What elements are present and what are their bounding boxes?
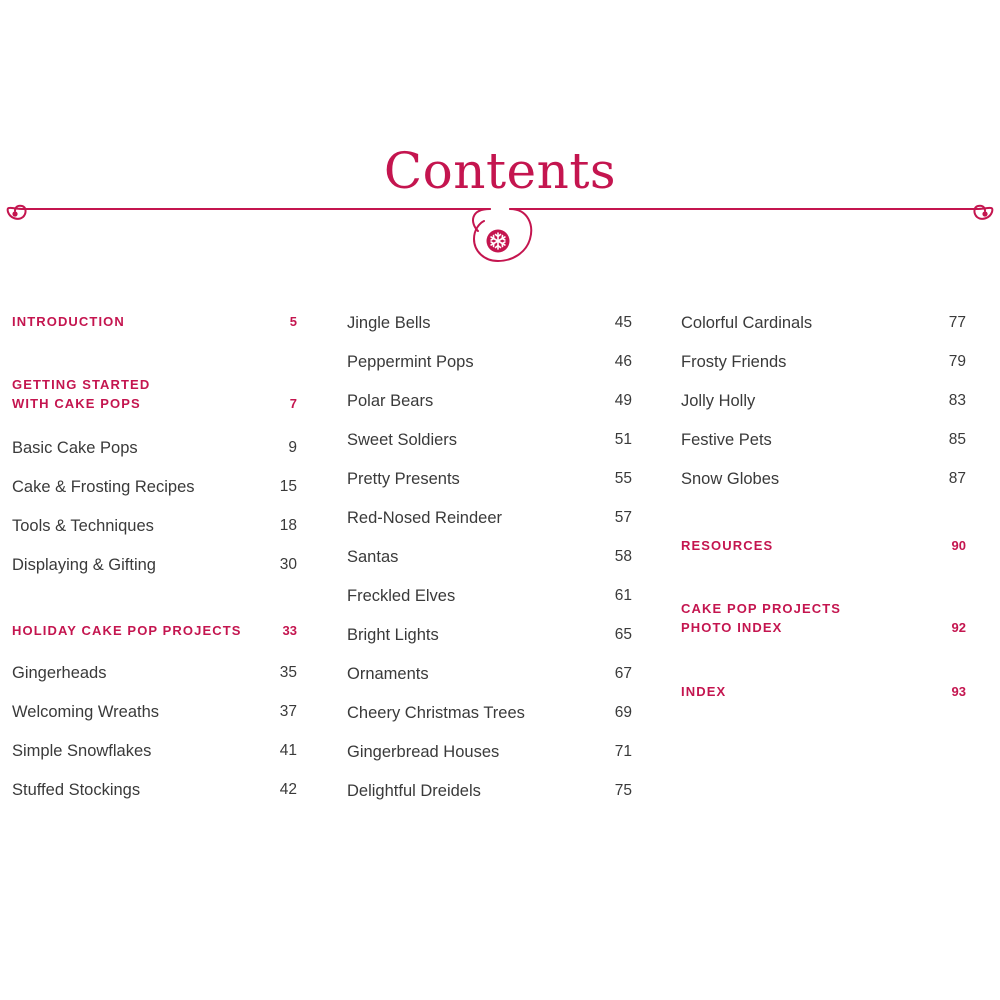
title-divider-ornament: [0, 195, 1000, 275]
toc-entry-title: [347, 390, 433, 412]
toc-entry: [681, 468, 966, 490]
toc-section-entry: [681, 599, 966, 637]
toc-entry-title-line: PHOTO INDEX: [681, 620, 783, 635]
toc-entry-title: [12, 312, 125, 331]
toc-entry-title-line: Red-Nosed Reindeer: [347, 509, 503, 527]
toc-entry-title-line: Gingerheads: [12, 664, 107, 682]
toc-entry: [347, 585, 632, 607]
toc-page-number: 85: [948, 431, 966, 448]
toc-entry: [681, 312, 966, 334]
toc-page-number: 83: [948, 392, 966, 409]
toc-entry: [681, 429, 966, 451]
toc-page-number: 55: [614, 470, 632, 487]
toc-entry-title-line: Freckled Elves: [347, 587, 456, 605]
toc-entry: [347, 624, 632, 646]
toc-entry-title-line: Simple Snowflakes: [12, 742, 152, 760]
toc-section-entry: [12, 375, 297, 413]
toc-entry-title-line: Festive Pets: [681, 431, 772, 449]
toc-entry-title-line: CAKE POP PROJECTS: [681, 601, 842, 616]
toc-entry-title-line: Sweet Soldiers: [347, 431, 458, 449]
toc-page-number: 37: [279, 703, 297, 720]
toc-entry-title: [681, 599, 841, 637]
toc-entry-title: [681, 390, 755, 412]
toc-entry-title-line: RESOURCES: [681, 538, 774, 553]
toc-entry-title: [681, 312, 812, 334]
toc-page-number: 67: [614, 665, 632, 682]
toc-entry-title: [347, 351, 474, 373]
toc-entry-title: [12, 515, 154, 537]
toc-entry-title-line: Cake & Frosting Recipes: [12, 478, 195, 496]
toc-entry: [12, 515, 297, 537]
toc-entry-title: [347, 507, 502, 529]
toc-entry: [12, 701, 297, 723]
toc-entry: [12, 662, 297, 684]
toc-page-number: 41: [279, 742, 297, 759]
toc-page-number: 77: [948, 314, 966, 331]
toc-section-entry: [681, 682, 966, 701]
toc-entry: [12, 779, 297, 801]
toc-entry-title: [12, 375, 150, 413]
toc-entry-title-line: Basic Cake Pops: [12, 439, 138, 457]
toc-page-number: 65: [614, 626, 632, 643]
toc-entry-title-line: GETTING STARTED: [12, 377, 151, 392]
toc-entry-title: [681, 351, 786, 373]
toc-entry-title: [12, 437, 138, 459]
toc-entry-title-line: Jolly Holly: [681, 392, 756, 410]
toc-entry: [12, 476, 297, 498]
toc-entry-title: [347, 429, 457, 451]
toc-entry-title: [347, 702, 525, 724]
toc-entry-title: [347, 312, 430, 334]
toc-entry-title: [347, 780, 481, 802]
toc-entry-title-line: Cheery Christmas Trees: [347, 704, 525, 722]
toc-entry-title-line: INDEX: [681, 684, 727, 699]
toc-page-number: 30: [279, 556, 297, 573]
toc-entry-title-line: Jingle Bells: [347, 314, 431, 332]
toc-page-number: 18: [279, 517, 297, 534]
toc-entry: [347, 429, 632, 451]
toc-entry: [681, 390, 966, 412]
toc-page-number: 5: [289, 314, 297, 329]
toc-section-entry: [12, 621, 297, 640]
toc-entry-title-line: Gingerbread Houses: [347, 743, 500, 761]
toc-entry: [347, 780, 632, 802]
toc-entry: [12, 437, 297, 459]
toc-entry: [347, 468, 632, 490]
toc-entry-title: [347, 741, 499, 763]
toc-entry-title: [12, 476, 195, 498]
toc-entry: [347, 702, 632, 724]
toc-entry-title-line: Colorful Cardinals: [681, 314, 813, 332]
toc-page-number: 51: [614, 431, 632, 448]
toc-entry-title-line: Welcoming Wreaths: [12, 703, 160, 721]
toc-page-number: 49: [614, 392, 632, 409]
toc-entry-title-line: INTRODUCTION: [12, 314, 125, 329]
toc-entry-title-line: HOLIDAY CAKE POP PROJECTS: [12, 623, 242, 638]
toc-page-number: 33: [282, 623, 297, 638]
toc-entry-title-line: Polar Bears: [347, 392, 434, 410]
toc-page-number: 46: [614, 353, 632, 370]
toc-entry-title: [347, 624, 439, 646]
toc-page-number: 69: [614, 704, 632, 721]
toc-page-number: 79: [948, 353, 966, 370]
toc-entry: [347, 546, 632, 568]
toc-entry-title-line: Displaying & Gifting: [12, 556, 156, 574]
toc-entry-title-line: Pretty Presents: [347, 470, 460, 488]
toc-page-number: 87: [948, 470, 966, 487]
toc-entry-title-line: Frosty Friends: [681, 353, 787, 371]
toc-entry-title: [12, 779, 140, 801]
toc-entry-title: [681, 468, 779, 490]
toc-entry: [12, 740, 297, 762]
toc-entry-title: [347, 468, 460, 490]
toc-page-number: 7: [289, 396, 297, 411]
toc-entry-title-line: Ornaments: [347, 665, 429, 683]
toc-entry: [347, 390, 632, 412]
toc-entry-title: [12, 662, 106, 684]
toc-section-entry: [12, 312, 297, 331]
toc-entry: [347, 741, 632, 763]
toc-entry-title: [347, 585, 455, 607]
toc-entry-title-line: Delightful Dreidels: [347, 782, 481, 800]
toc-entry-title-line: WITH CAKE POPS: [12, 396, 141, 411]
toc-entry-title: [681, 682, 726, 701]
toc-page-number: 35: [279, 664, 297, 681]
toc-entry-title: [12, 554, 156, 576]
toc-entry-title: [12, 701, 159, 723]
toc-entry-title-line: Snow Globes: [681, 470, 780, 488]
toc-entry-title: [347, 546, 398, 568]
toc-page-number: 9: [288, 439, 297, 456]
toc-entry-title: [681, 429, 772, 451]
toc-entry-title-line: Stuffed Stockings: [12, 781, 141, 799]
toc-entry: [347, 312, 632, 334]
toc-entry-title-line: Bright Lights: [347, 626, 439, 644]
toc-page-number: 92: [951, 620, 966, 635]
toc-entry: [347, 351, 632, 373]
toc-entry-title-line: Santas: [347, 548, 399, 566]
toc-entry: [681, 351, 966, 373]
snowflake-icon: [487, 230, 510, 253]
toc-page-number: 58: [614, 548, 632, 565]
toc-page-number: 15: [279, 478, 297, 495]
toc-page-number: 45: [614, 314, 632, 331]
toc-entry-title-line: Peppermint Pops: [347, 353, 474, 371]
toc-section-entry: [681, 536, 966, 555]
toc-entry-title-line: Tools & Techniques: [12, 517, 154, 535]
page-title: Contents: [383, 142, 617, 200]
toc-entry: [12, 554, 297, 576]
toc-page-number: 93: [951, 684, 966, 699]
toc-entry-title: [681, 536, 773, 555]
toc-page-number: 42: [279, 781, 297, 798]
toc-entry: [347, 507, 632, 529]
toc-entry-title: [347, 663, 429, 685]
toc-entry-title: [12, 740, 151, 762]
toc-entry: [347, 663, 632, 685]
toc-entry-title: [12, 621, 242, 640]
toc-page-number: 57: [614, 509, 632, 526]
toc-page-number: 90: [951, 538, 966, 553]
toc-page-number: 61: [614, 587, 632, 604]
toc-page-number: 71: [614, 743, 632, 760]
toc-page-number: 75: [614, 782, 632, 799]
